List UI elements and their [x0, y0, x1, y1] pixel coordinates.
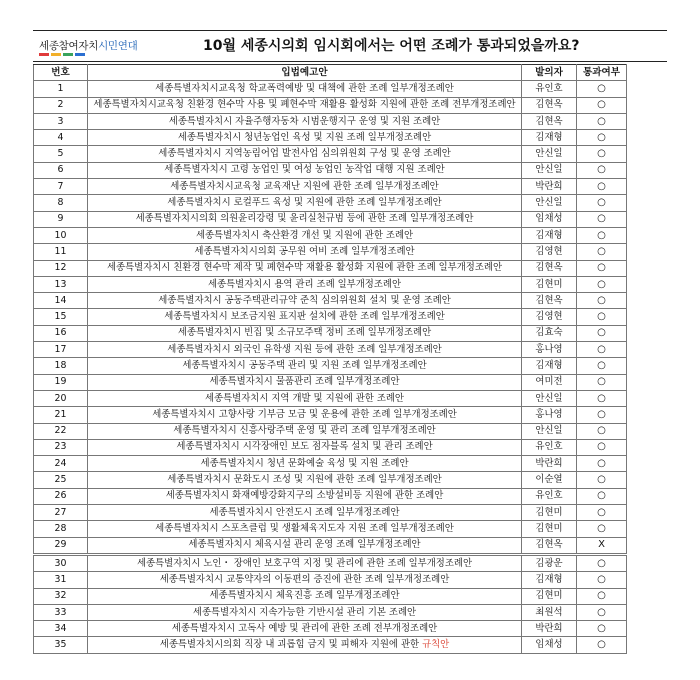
row-number: 16 — [34, 325, 88, 341]
row-number: 22 — [34, 423, 88, 439]
row-passed-status: ○ — [577, 309, 627, 325]
table-header-row — [34, 65, 627, 81]
row-title: 세종특별자치시 시각장애인 보도 점자블록 설치 및 관리 조례안 — [88, 439, 522, 455]
logo-bar-segment — [63, 53, 73, 56]
table-row — [34, 211, 627, 227]
column-header-proposer: 발의자 — [522, 65, 577, 81]
row-title: 세종특별자치시 고향사랑 기부금 모금 및 운용에 관한 조례 일부개정조례안 — [88, 407, 522, 423]
row-passed-status: ○ — [577, 521, 627, 537]
row-proposer: 이순열 — [522, 472, 577, 488]
row-passed-status: ○ — [577, 244, 627, 260]
row-passed-status: ○ — [577, 637, 627, 653]
row-passed-status: ○ — [577, 488, 627, 504]
row-title: 세종특별자치시교육청 친환경 현수막 사용 및 폐현수막 재활용 활성화 지원에 관한 조례 전부개정조례안 — [88, 97, 522, 113]
row-passed-status: ○ — [577, 211, 627, 227]
row-number: 11 — [34, 244, 88, 260]
table-row — [34, 390, 627, 406]
row-title: 세종특별자치시 교통약자의 이동편의 증진에 관한 조례 일부개정조례안 — [88, 572, 522, 588]
row-proposer: 김현미 — [522, 588, 577, 604]
row-proposer: 김재형 — [522, 572, 577, 588]
row-passed-status: ○ — [577, 407, 627, 423]
row-title: 세종특별자치시 물품관리 조례 일부개정조례안 — [88, 374, 522, 390]
row-title: 세종특별자치시 지역농림어업 발전사업 심의위원회 구성 및 운영 조례안 — [88, 146, 522, 162]
row-passed-status: ○ — [577, 97, 627, 113]
logo-bar-segment — [75, 53, 85, 56]
table-row — [34, 472, 627, 488]
table-row — [34, 621, 627, 637]
row-proposer: 김효숙 — [522, 325, 577, 341]
row-proposer: 유인호 — [522, 81, 577, 97]
row-passed-status: ○ — [577, 572, 627, 588]
row-passed-status: ○ — [577, 358, 627, 374]
table-row — [34, 309, 627, 325]
page-title: 10월 세종시의회 임시회에서는 어떤 조례가 통과되었을까요? — [203, 38, 580, 54]
row-proposer: 박란희 — [522, 621, 577, 637]
row-proposer: 홍나영 — [522, 407, 577, 423]
row-proposer: 김재형 — [522, 227, 577, 243]
row-title: 세종특별자치시 체육진흥 조례 일부개정조례안 — [88, 588, 522, 604]
row-passed-status: ○ — [577, 374, 627, 390]
row-title: 세종특별자치시 문화도시 조성 및 지원에 관한 조례 일부개정조례안 — [88, 472, 522, 488]
row-proposer: 김현옥 — [522, 260, 577, 276]
row-passed-status: ○ — [577, 621, 627, 637]
table-row — [34, 342, 627, 358]
row-title: 세종특별자치시 청년 문화예술 육성 및 지원 조례안 — [88, 456, 522, 472]
table-row — [34, 244, 627, 260]
row-number: 19 — [34, 374, 88, 390]
table-row — [34, 97, 627, 113]
row-title: 세종특별자치시 고독사 예방 및 관리에 관한 조례 전부개정조례안 — [88, 621, 522, 637]
ordinance-table-continued — [33, 555, 627, 654]
row-number: 1 — [34, 81, 88, 97]
row-number: 12 — [34, 260, 88, 276]
row-title: 세종특별자치시 외국인 유학생 지원 등에 관한 조례 일부개정조례안 — [88, 342, 522, 358]
row-number: 35 — [34, 637, 88, 653]
row-number: 31 — [34, 572, 88, 588]
logo-bar-segment — [51, 53, 61, 56]
table-row — [34, 260, 627, 276]
row-title: 세종특별자치시 빈집 및 소규모주택 정비 조례 일부개정조례안 — [88, 325, 522, 341]
table-row — [34, 293, 627, 309]
logo-text: 세종참여자치시민연대 — [39, 40, 138, 52]
row-title: 세종특별자치시 체육시설 관리 운영 조례 일부개정조례안 — [88, 537, 522, 553]
table-row — [34, 505, 627, 521]
row-number: 4 — [34, 130, 88, 146]
row-title — [88, 637, 522, 653]
row-title: 세종특별자치시 지속가능한 기반시설 관리 기본 조례안 — [88, 604, 522, 620]
row-title: 세종특별자치시 공동주택 관리 및 지원 조례 일부개정조례안 — [88, 358, 522, 374]
row-passed-status: ○ — [577, 113, 627, 129]
row-title: 세종특별자치시 공동주택관리규약 준칙 심의위원회 설치 및 운영 조례안 — [88, 293, 522, 309]
column-header-passed: 통과여부 — [577, 65, 627, 81]
row-title: 세종특별자치시 신흥사랑주택 운영 및 관리 조례 일부개정조례안 — [88, 423, 522, 439]
row-proposer: 안신일 — [522, 195, 577, 211]
row-passed-status: ○ — [577, 179, 627, 195]
table-row — [34, 439, 627, 455]
row-passed-status: ○ — [577, 195, 627, 211]
row-title: 세종특별자치시교육청 학교폭력예방 및 대책에 관한 조례 일부개정조례안 — [88, 81, 522, 97]
row-passed-status: ○ — [577, 276, 627, 292]
row-number: 14 — [34, 293, 88, 309]
row-proposer: 김현미 — [522, 521, 577, 537]
table-row — [34, 179, 627, 195]
table-row — [34, 407, 627, 423]
row-passed-status: ○ — [577, 162, 627, 178]
row-proposer: 김현옥 — [522, 113, 577, 129]
row-title: 세종특별자치시 자율주행자동차 시범운행지구 운영 및 지원 조례안 — [88, 113, 522, 129]
table-row — [34, 325, 627, 341]
row-passed-status: ○ — [577, 472, 627, 488]
row-proposer: 김현옥 — [522, 97, 577, 113]
row-passed-status: ○ — [577, 588, 627, 604]
row-passed-status: X — [577, 537, 627, 553]
row-number: 7 — [34, 179, 88, 195]
row-title: 세종특별자치시 친환경 현수막 제작 및 폐현수막 재활용 활성화 지원에 관한 조례 일부개정조례안 — [88, 260, 522, 276]
row-number: 8 — [34, 195, 88, 211]
row-proposer: 여미전 — [522, 374, 577, 390]
logo-bar-segment — [39, 53, 49, 56]
table-row — [34, 521, 627, 537]
row-proposer: 유인호 — [522, 439, 577, 455]
row-number: 18 — [34, 358, 88, 374]
row-passed-status: ○ — [577, 130, 627, 146]
row-number: 24 — [34, 456, 88, 472]
table-row — [34, 162, 627, 178]
table-row — [34, 537, 627, 553]
row-number: 32 — [34, 588, 88, 604]
table-row — [34, 81, 627, 97]
row-number: 2 — [34, 97, 88, 113]
row-proposer: 김현미 — [522, 276, 577, 292]
row-passed-status: ○ — [577, 439, 627, 455]
table-row — [34, 488, 627, 504]
row-title: 세종특별자치시 축산환경 개선 및 지원에 관한 조례안 — [88, 227, 522, 243]
row-proposer: 유인호 — [522, 488, 577, 504]
row-proposer: 김재형 — [522, 358, 577, 374]
row-title: 세종특별자치시 지역 개발 및 지원에 관한 조례안 — [88, 390, 522, 406]
row-proposer: 안신일 — [522, 390, 577, 406]
column-header-title: 입법예고안 — [88, 65, 522, 81]
row-proposer: 홍나영 — [522, 342, 577, 358]
table-row — [34, 572, 627, 588]
row-passed-status: ○ — [577, 423, 627, 439]
table-row — [34, 637, 627, 653]
table-row — [34, 130, 627, 146]
row-passed-status: ○ — [577, 146, 627, 162]
row-proposer: 김영현 — [522, 309, 577, 325]
row-title: 세종특별자치시 용역 관리 조례 일부개정조례안 — [88, 276, 522, 292]
row-passed-status: ○ — [577, 260, 627, 276]
table-row — [34, 276, 627, 292]
row-proposer: 박란희 — [522, 456, 577, 472]
table-row — [34, 113, 627, 129]
row-number: 27 — [34, 505, 88, 521]
row-number: 30 — [34, 556, 88, 572]
row-proposer: 김현미 — [522, 505, 577, 521]
row-title: 세종특별자치시 화재예방강화지구의 소방설비등 지원에 관한 조례안 — [88, 488, 522, 504]
document-header — [33, 30, 667, 62]
row-number: 23 — [34, 439, 88, 455]
table-row — [34, 556, 627, 572]
row-passed-status: ○ — [577, 505, 627, 521]
row-passed-status: ○ — [577, 325, 627, 341]
table-row — [34, 374, 627, 390]
row-title: 세종특별자치시 청년농업인 육성 및 지원 조례 일부개정조례안 — [88, 130, 522, 146]
row-proposer: 김광운 — [522, 556, 577, 572]
ordinance-table — [33, 64, 627, 554]
row-proposer: 김현옥 — [522, 293, 577, 309]
row-proposer: 임채성 — [522, 211, 577, 227]
row-passed-status: ○ — [577, 556, 627, 572]
row-number: 6 — [34, 162, 88, 178]
table-row — [34, 227, 627, 243]
table-row — [34, 456, 627, 472]
row-proposer: 임채성 — [522, 637, 577, 653]
column-header-number: 번호 — [34, 65, 88, 81]
row-proposer: 박란희 — [522, 179, 577, 195]
row-title: 세종특별자치시 고령 농업인 및 여성 농업인 농작업 대행 지원 조례안 — [88, 162, 522, 178]
row-number: 25 — [34, 472, 88, 488]
row-number: 28 — [34, 521, 88, 537]
row-proposer: 김영현 — [522, 244, 577, 260]
row-title: 세종특별자치시의회 의원윤리강령 및 윤리실천규범 등에 관한 조례 일부개정조례안 — [88, 211, 522, 227]
row-title: 세종특별자치시 보조금지원 표지판 설치에 관한 조례 일부개정조례안 — [88, 309, 522, 325]
row-number: 15 — [34, 309, 88, 325]
row-passed-status: ○ — [577, 81, 627, 97]
row-number: 3 — [34, 113, 88, 129]
organization-logo — [33, 31, 183, 61]
row-number: 13 — [34, 276, 88, 292]
row-passed-status: ○ — [577, 604, 627, 620]
row-passed-status: ○ — [577, 227, 627, 243]
row-passed-status: ○ — [577, 293, 627, 309]
row-number: 9 — [34, 211, 88, 227]
row-number: 21 — [34, 407, 88, 423]
logo-color-bar — [39, 53, 87, 56]
table-row — [34, 588, 627, 604]
row-number: 17 — [34, 342, 88, 358]
row-title: 세종특별자치시교육청 교육재난 지원에 관한 조례 일부개정조례안 — [88, 179, 522, 195]
row-title: 세종특별자치시 노인・ 장애인 보호구역 지정 및 관리에 관한 조례 일부개정조례안 — [88, 556, 522, 572]
row-number: 26 — [34, 488, 88, 504]
row-proposer: 안신일 — [522, 162, 577, 178]
row-number: 5 — [34, 146, 88, 162]
table-row — [34, 195, 627, 211]
row-proposer: 김현옥 — [522, 537, 577, 553]
row-title: 세종특별자치시 안전도시 조례 일부개정조례안 — [88, 505, 522, 521]
table-row — [34, 146, 627, 162]
row-title: 세종특별자치시 로컬푸드 육성 및 지원에 관한 조례 일부개정조례안 — [88, 195, 522, 211]
row-number: 29 — [34, 537, 88, 553]
row-passed-status: ○ — [577, 342, 627, 358]
row-number: 10 — [34, 227, 88, 243]
row-title: 세종특별자치시 스포츠클럽 및 생활체육지도자 지원 조례 일부개정조례안 — [88, 521, 522, 537]
row-number: 34 — [34, 621, 88, 637]
row-title-text: 세종특별자치시의회 직장 내 괴롭힘 금지 및 피해자 지원에 관한 — [159, 639, 423, 651]
row-proposer: 김재형 — [522, 130, 577, 146]
row-proposer: 안신일 — [522, 423, 577, 439]
row-passed-status: ○ — [577, 456, 627, 472]
table-row — [34, 604, 627, 620]
row-title: 세종특별자치시의회 공무원 여비 조례 일부개정조례안 — [88, 244, 522, 260]
row-passed-status: ○ — [577, 390, 627, 406]
table-row — [34, 358, 627, 374]
table-row — [34, 423, 627, 439]
row-number: 20 — [34, 390, 88, 406]
row-proposer: 최원석 — [522, 604, 577, 620]
row-proposer: 안신일 — [522, 146, 577, 162]
row-number: 33 — [34, 604, 88, 620]
row-title-highlight: 규칙안 — [422, 639, 450, 651]
